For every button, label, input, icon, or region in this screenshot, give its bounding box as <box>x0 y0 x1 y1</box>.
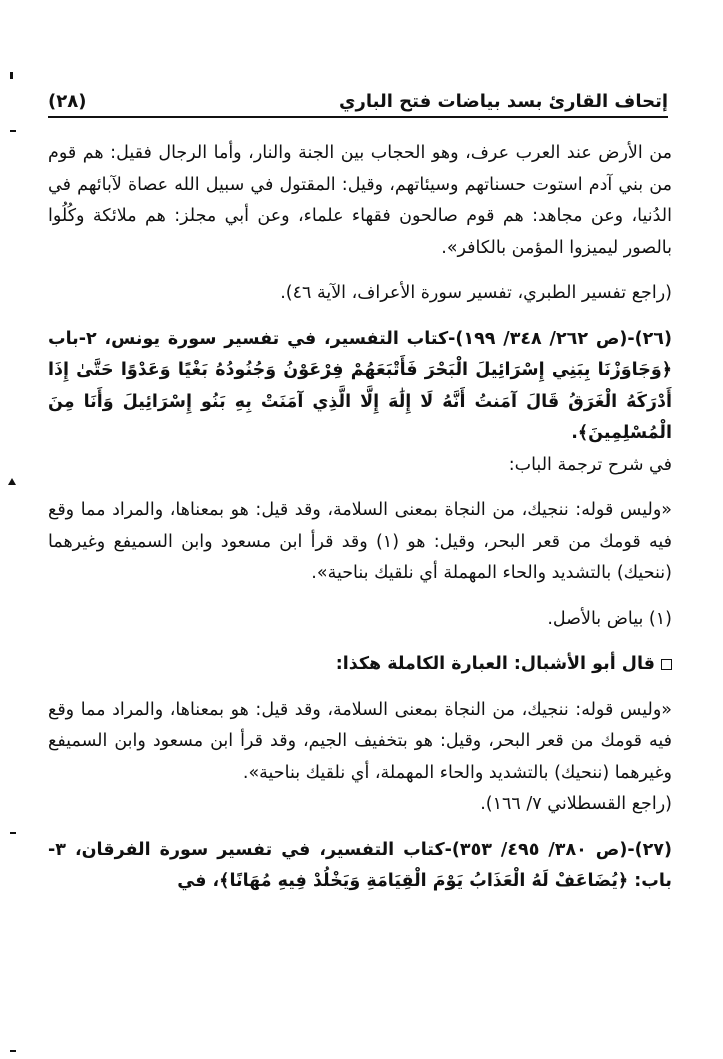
header-rule <box>48 116 668 118</box>
running-header <box>48 82 668 112</box>
hadith-entry: (٢٧)-(ص ٣٨٠/ ٤٩٥/ ٣٥٣)-كتاب التفسير، في تفسير سورة الفرقان، ٣-باب: ﴿يُضَاعَفْ لَهُ الْعَذَابُ يَوْمَ الْقِيَامَةِ وَيَخْلُدْ فِيهِ مُهَانًا﴾، في <box>48 839 672 891</box>
comment-heading: قال أبو الأشبال: العبارة الكاملة هكذا: <box>48 649 672 681</box>
margin-mark <box>10 832 16 834</box>
margin-mark <box>10 72 13 79</box>
square-bullet-icon <box>661 659 672 670</box>
hadith-entry: (٢٦)-(ص ٢٦٢/ ٣٤٨/ ١٩٩)-كتاب التفسير، في تفسير سورة يونس، ٢-باب ﴿وَجَاوَزْنَا بِبَنِي إِسْرَائِيلَ الْبَحْرَ فَأَتْبَعَهُمْ فِرْعَوْنُ وَجُنُودُهُ بَغْيًا وَعَدْوًا حَتَّىٰ إِذَا أَدْرَكَهُ الْغَرَقُ قَالَ آمَنتُ أَنَّهُ لَا إِلَٰهَ إِلَّا الَّذِي آمَنَتْ بِهِ بَنُو إِسْرَائِيلَ وَأَنَا مِنَ الْمُسْلِمِينَ﴾. <box>48 328 672 443</box>
margin-arrow <box>8 478 16 485</box>
footnote: (١) بياض بالأصل. <box>547 608 672 629</box>
reference-note: (راجع تفسير الطبري، تفسير سورة الأعراف، الآية ٤٦). <box>280 283 672 303</box>
paragraph: من الأرض عند العرب عرف، وهو الحجاب بين الجنة والنار، وأما الرجال فقيل: هم قوم من بني آدم استوت حسناتهم وسيئاتهم، وقيل: المقتول في سبيل الله عصاة لآبائهم في الدُنيا، وعن مجاهد: هم قوم صالحون فقهاء علماء، وعن أبي مجلز: هم ملائكة وكُلُوا بالصور ليميزوا المؤمن بالكافر». <box>48 143 672 258</box>
reference-note: (راجع القسطلاني ٧/ ١٦٦). <box>480 794 672 814</box>
header-title: إتحاف القارئ بسد بياضات فتح الباري <box>339 91 668 112</box>
quotation: «وليس قوله: ننجيك، من النجاة بمعنى السلامة، وقد قيل: هو بمعناها، والمراد مما وقع فيه قومك من قعر البحر، وقيل: هو (١) وقد قرأ ابن مسعود وابن السميفع وغيرهما (ننحيك) بالتشديد والحاء المهملة أي نلقيك بناحية». <box>48 500 673 583</box>
margin-mark <box>10 1050 16 1052</box>
subheading: في شرح ترجمة الباب: <box>508 454 672 475</box>
page-body <box>48 138 672 898</box>
margin-mark <box>10 130 16 132</box>
full-quotation: «وليس قوله: ننجيك، من النجاة بمعنى السلامة، وقد قيل: هو بمعناها، والمراد مما وقع فيه قومك من قعر البحر، وقيل: هو بتخفيف الجيم، وقد قرأ ابن مسعود وابن السميفع وغيرهما (ننحيك) بالتشديد والحاء المهملة، أي نلقيك بناحية». <box>48 699 672 783</box>
page-number: (٢٨) <box>48 91 87 112</box>
